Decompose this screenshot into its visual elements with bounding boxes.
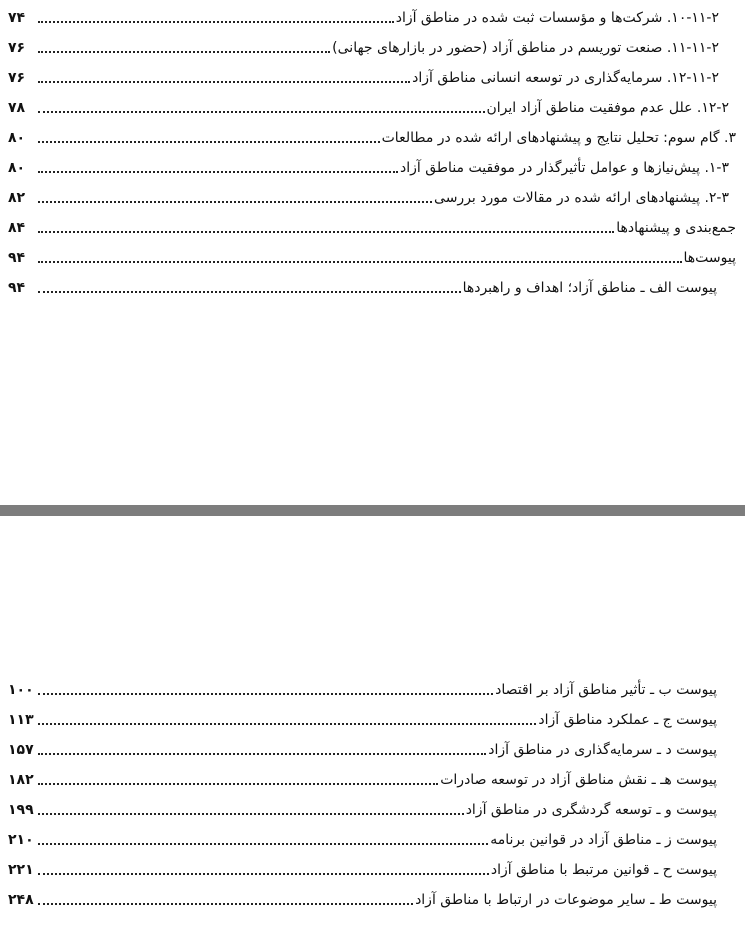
toc-leader-dots [38,723,536,725]
toc-page-number: ۸۰ [8,160,26,176]
page-separator [0,505,745,516]
toc-page-number: ۹۴ [8,250,26,266]
toc-entry [8,35,719,57]
toc-leader-dots [38,21,394,23]
toc-entry-title: پیوست‌ها [683,250,736,266]
toc-page-number: ۷۴ [8,10,26,26]
toc-leader-dots [38,843,488,845]
toc-leader-dots [38,903,413,905]
toc-leader-dots [38,753,486,755]
toc-entry [8,767,717,789]
toc-page-number: ۹۴ [8,280,26,296]
toc-entry-title: پیوست ح ـ قوانین مرتبط با مناطق آزاد [490,862,717,878]
toc-page-number: ۱۵۷ [8,742,34,758]
toc-entry [8,155,729,177]
toc-entry-title: ۳. گام سوم: تحلیل نتایج و پیشنهادهای ارائه شده در مطالعات [381,130,736,146]
toc-leader-dots [38,51,330,53]
toc-page-number: ۲۱۰ [8,832,34,848]
toc-entry [8,737,717,759]
toc-leader-dots [38,111,485,113]
toc-leader-dots [38,141,380,143]
toc-page-number: ۷۶ [8,70,26,86]
toc-entry-title: ۲-۳. پیشنهادهای ارائه شده در مقالات مورد بررسی [434,190,729,206]
toc-entry-title: پیوست الف ـ مناطق آزاد؛ اهداف و راهبردها [462,280,717,296]
toc-entry-title: ۱۲-۲. علل عدم موفقیت مناطق آزاد ایران [486,100,729,116]
toc-leader-dots [38,873,489,875]
toc-page-number: ۲۴۸ [8,892,34,908]
toc-entry-title: پیوست ط ـ سایر موضوعات در ارتباط با مناطق آزاد [415,892,717,908]
toc-entry [8,275,717,297]
toc-entry [8,95,729,117]
toc-entry-title: ۱۲-۱۱-۲. سرمایه‌گذاری در توسعه انسانی مناطق آزاد [412,70,719,86]
toc-entry-title: پیوست د ـ سرمایه‌گذاری در مناطق آزاد [488,742,717,758]
toc-entry [8,125,736,147]
toc-entry-title: ۱۰-۱۱-۲. شرکت‌ها و مؤسسات ثبت شده در مناطق آزاد [395,10,719,26]
toc-leader-dots [38,171,398,173]
toc-entry [8,245,736,267]
toc-entry [8,797,717,819]
toc-leader-dots [38,201,432,203]
toc-leader-dots [38,813,464,815]
toc-page-number: ۱۱۳ [8,712,34,728]
toc-entry-title: ۱-۳. پیش‌نیازها و عوامل تأثیرگذار در موفقیت مناطق آزاد [400,160,729,176]
toc-leader-dots [38,291,461,293]
toc-page-number: ۸۲ [8,190,26,206]
toc-page-number: ۱۸۲ [8,772,34,788]
toc-page-number: ۷۸ [8,100,26,116]
toc-entry-title: ۱۱-۱۱-۲. صنعت توریسم در مناطق آزاد (حضور در بازارهای جهانی) [332,40,719,56]
toc-entry [8,857,717,879]
toc-entry [8,677,717,699]
toc-entry-title: پیوست هـ ـ نقش مناطق آزاد در توسعه صادرات [440,772,717,788]
toc-leader-dots [38,261,682,263]
toc-entry [8,185,729,207]
toc-entry [8,5,719,27]
toc-entry-title: پیوست و ـ توسعه گردشگری در مناطق آزاد [465,802,717,818]
toc-entry [8,827,717,849]
toc-page-number: ۸۰ [8,130,26,146]
toc-entry-title: جمع‌بندی و پیشنهادها [616,220,736,236]
toc-entry [8,215,736,237]
toc-entry-title: پیوست ج ـ عملکرد مناطق آزاد [538,712,717,728]
toc-leader-dots [38,231,614,233]
toc-page-number: ۱۹۹ [8,802,34,818]
toc-entry-title: پیوست ز ـ مناطق آزاد در قوانین برنامه [490,832,717,848]
toc-leader-dots [38,783,438,785]
toc-leader-dots [38,81,410,83]
toc-entry [8,707,717,729]
toc-page-number: ۲۲۱ [8,862,34,878]
toc-page-number: ۸۴ [8,220,26,236]
toc-page-number: ۷۶ [8,40,26,56]
toc-entry-title: پیوست ب ـ تأثیر مناطق آزاد بر اقتصاد [495,682,717,698]
toc-leader-dots [38,693,493,695]
toc-page-bottom [0,516,745,929]
toc-entry [8,65,719,87]
toc-entry [8,887,717,909]
toc-page-number: ۱۰۰ [8,682,34,698]
